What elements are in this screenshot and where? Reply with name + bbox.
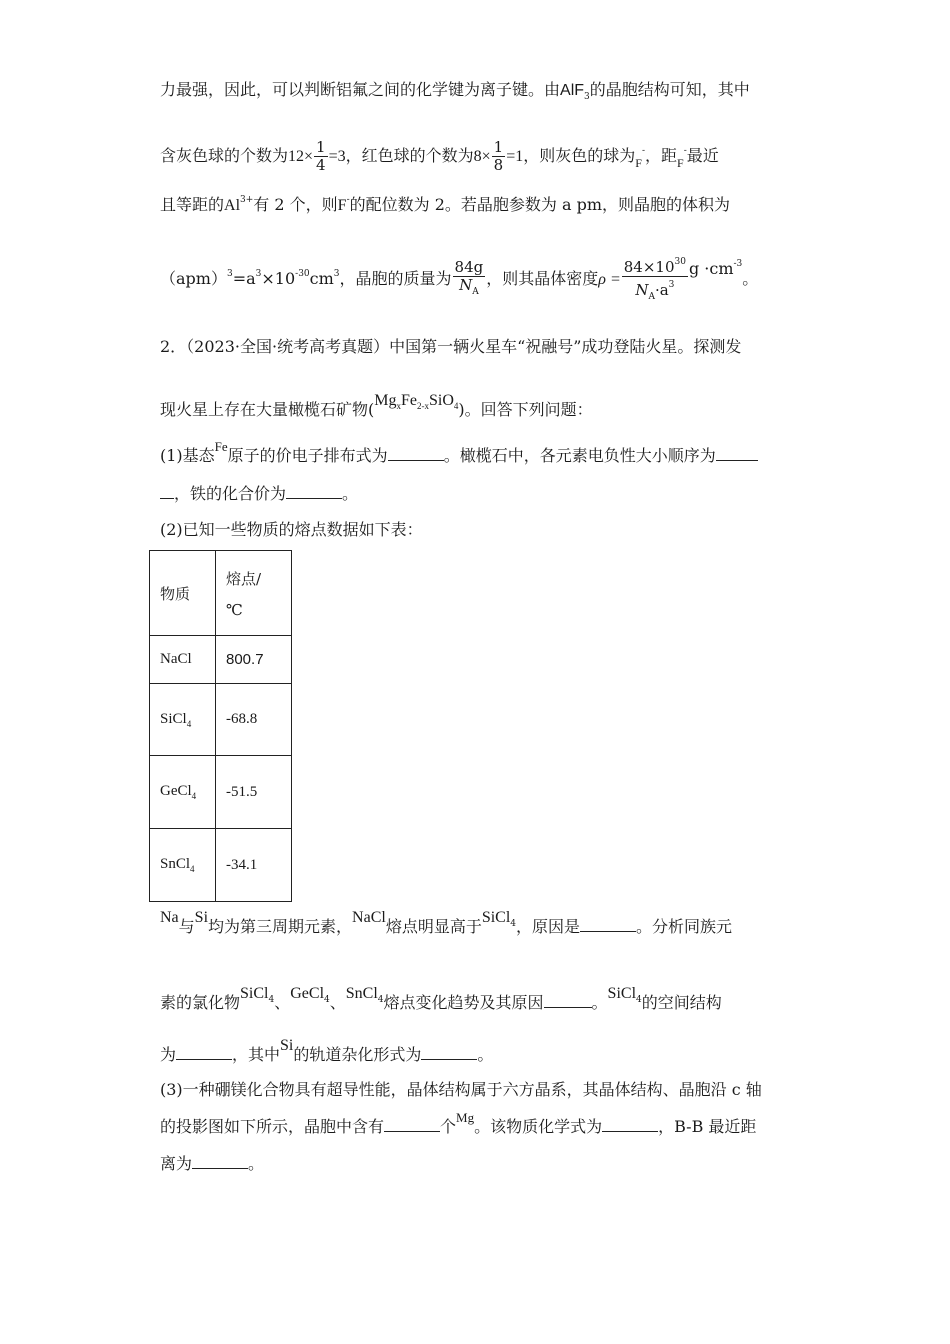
answer-blank[interactable] [388, 446, 444, 461]
text: （apm） [160, 269, 227, 288]
text: ，距 [645, 146, 678, 165]
superscript: 30 [674, 256, 686, 267]
question-2-line-2 [160, 392, 800, 431]
olivine-formula [374, 392, 458, 409]
subscript: 4 [268, 995, 275, 1005]
part-1-line-1 [160, 439, 800, 467]
formula-nacl: NaCl [352, 909, 386, 926]
part-2-line-3 [160, 1037, 800, 1071]
header-substance: 物质 [150, 551, 216, 636]
element-fe: Fe [214, 439, 228, 454]
superscript: -30 [295, 269, 310, 279]
unit: g ·cm [688, 259, 734, 278]
subscript: 4 [191, 791, 197, 801]
text: 含灰色球的个数为 [160, 146, 289, 165]
answer-blank[interactable] [192, 1154, 248, 1169]
substance-cell [150, 756, 216, 829]
text: ，红色球的个数为 [345, 146, 474, 165]
text: SiCl [160, 710, 187, 727]
text: 。该物质化学式为 [474, 1117, 603, 1136]
subscript: 3 [584, 92, 590, 102]
text: ·a [654, 280, 669, 299]
element-mg: Mg [456, 1110, 475, 1125]
answer-blank[interactable] [602, 1117, 658, 1132]
table-row [150, 829, 292, 902]
answer-blank[interactable] [176, 1045, 232, 1060]
part-3-line-3 [160, 1154, 800, 1174]
substance-cell [150, 636, 216, 684]
text: 的空间结构 [641, 993, 722, 1012]
part-3-line-1: (3)一种硼镁化合物具有超导性能，晶体结构属于六方晶系，其晶体结构、晶胞沿 c 轴 [160, 1080, 762, 1099]
text: 84×10 [623, 257, 675, 276]
text: ，晶胞的质量为 [339, 269, 452, 288]
math: 12× [288, 148, 314, 165]
math: =3 [328, 148, 346, 165]
subscript: 4 [186, 718, 192, 729]
part-2-line-1 [160, 909, 800, 949]
table-row [150, 756, 292, 829]
math: =1 [506, 148, 524, 165]
text: 。 [248, 1154, 265, 1173]
text: 有 2 个，则 [253, 195, 338, 214]
subscript: 4 [377, 995, 384, 1005]
text: cm [309, 269, 334, 288]
text: 的投影图如下所示，晶胞中含有 [160, 1117, 385, 1136]
subscript: 4 [636, 995, 642, 1005]
text: ×10 [261, 269, 296, 288]
formula-alf3: AlF [560, 82, 585, 99]
subscript: 4 [453, 401, 459, 411]
text: =a [232, 269, 256, 288]
superscript: 3 [668, 279, 675, 290]
text: 。 [477, 1045, 494, 1064]
text: 的配位数为 2。若晶胞参数为 a pm，则晶胞的体积为 [349, 195, 731, 214]
answer-blank[interactable] [286, 484, 342, 499]
part-1-line-2 [160, 484, 800, 504]
element-na: Na [160, 909, 179, 926]
denominator [453, 277, 486, 301]
text: 。 [342, 484, 359, 503]
ion-f: F [635, 156, 642, 170]
text: ，铁的化合价为 [174, 484, 287, 503]
text: ，B-B 最近距 [658, 1117, 757, 1136]
text: NaCl [160, 651, 192, 667]
answer-blank[interactable] [716, 446, 758, 461]
subscript: 2-x [416, 401, 429, 411]
superscript: 3 [333, 269, 340, 279]
formula-sicl4: SiCl [240, 985, 269, 1002]
text: ，则灰色的球为 [523, 146, 636, 165]
text: 离为 [160, 1154, 193, 1173]
subscript: 4 [510, 919, 517, 929]
intro-line-3: 且等距的$Al^{3+}$有 2 个，则F-的配位数为 2。若晶胞参数为 a pm，则晶胞的体积为 [160, 195, 731, 214]
text: 且等距的 [160, 195, 225, 214]
fraction-density [622, 254, 688, 306]
element-si: Si [194, 909, 209, 926]
text: (1)基态 [160, 446, 215, 465]
text: 与 [178, 917, 195, 936]
answer-blank[interactable] [160, 484, 174, 499]
na-symbol: N [635, 280, 649, 299]
text: 。 [742, 269, 759, 288]
question-2-header: 2．（2023·全国·统考高考真题）中国第一辆火星车“祝融号”成功登陆火星。探测发 [160, 337, 742, 356]
denominator: 8 [493, 156, 504, 174]
substance-cell [150, 829, 216, 902]
text: 熔点变化趋势及其原因 [383, 993, 544, 1012]
text: 原子的价电子排布式为 [227, 446, 388, 465]
rho-symbol: ρ = [598, 271, 621, 288]
text: 熔点明显高于 [385, 917, 482, 936]
intro-line-1 [160, 80, 800, 107]
header-melting-point [216, 551, 292, 636]
part-3-line-2 [160, 1110, 800, 1140]
text: 个 [440, 1117, 457, 1136]
denominator [622, 277, 688, 306]
melting-point-cell: -68.8 [216, 684, 292, 756]
math: 8× [473, 148, 491, 165]
superscript: 3 [226, 269, 233, 279]
text: Fe [400, 392, 417, 409]
answer-blank[interactable] [421, 1045, 477, 1060]
numerator: 84g [454, 257, 484, 276]
text: 素的氯化物 [160, 993, 241, 1012]
text: 力最强，因此，可以判断铝氟之间的化学键为离子键。由 [160, 80, 561, 99]
fraction [314, 139, 328, 174]
text: ℃ [226, 600, 243, 619]
numerator [622, 254, 688, 277]
text: 的晶胞结构可知，其中 [589, 80, 750, 99]
text: ，其中 [232, 1045, 281, 1064]
ion-f: F [337, 197, 347, 214]
answer-blank[interactable] [544, 993, 592, 1008]
text: 、 [329, 993, 346, 1012]
table-row [150, 684, 292, 756]
answer-blank[interactable] [384, 1117, 440, 1132]
formula-gecl4: GeCl [290, 985, 325, 1002]
superscript: 3 [255, 269, 262, 279]
melting-point-table [149, 550, 292, 902]
na-symbol: N [459, 275, 473, 294]
subscript: 4 [190, 864, 195, 874]
part-2-line-2 [160, 985, 800, 1025]
text: 均为第三周期元素， [208, 917, 353, 936]
formula-sicl4: SiCl [481, 909, 511, 926]
text: Mg [374, 392, 397, 409]
text: 最近 [686, 146, 719, 165]
numerator: 1 [316, 138, 326, 156]
text: 现火星上存在大量橄榄石矿物( [160, 400, 375, 419]
intro-line-4 [160, 252, 800, 306]
subscript: A [472, 286, 479, 297]
answer-blank[interactable] [580, 917, 636, 932]
text: 。橄榄石中，各元素电负性大小顺序为 [443, 446, 716, 465]
text: ，则其晶体密度 [486, 269, 599, 288]
text: 为 [160, 1045, 177, 1064]
element-si: Si [280, 1037, 294, 1054]
melting-point-cell: -51.5 [216, 756, 292, 829]
text: GeCl [160, 783, 192, 799]
table-header-row [150, 551, 292, 636]
table-row [150, 636, 292, 684]
text: SiO [428, 392, 454, 409]
denominator: 4 [316, 156, 326, 174]
superscript: -3 [733, 259, 743, 269]
part-2-intro: (2)已知一些物质的熔点数据如下表： [160, 520, 423, 539]
fraction [492, 139, 506, 174]
ion-al: Al [224, 197, 241, 214]
ion-f: F [677, 156, 684, 170]
melting-point-cell: -34.1 [216, 829, 292, 902]
formula-sicl4: SiCl [607, 985, 637, 1002]
intro-line-2: 含灰色球的个数为12× $\frac{1}{4}$ =3，红色球的个数为8× $\frac{1}{8}$ =1，则灰色的球为$_F$-，距$_F$-最近 [160, 138, 719, 174]
text: ，原因是 [516, 917, 581, 936]
formula-sncl4: SnCl [345, 985, 378, 1002]
text: 。分析同族元 [636, 917, 733, 936]
text: 的轨道杂化形式为 [293, 1045, 422, 1064]
text: )。回答下列问题： [458, 400, 593, 419]
text: 熔点/ [226, 569, 262, 588]
melting-point-cell: 800.7 [216, 636, 292, 684]
text: SnCl [160, 856, 191, 872]
subscript: 4 [324, 995, 330, 1005]
superscript: 3+ [240, 195, 254, 205]
substance-cell [150, 684, 216, 756]
numerator: 1 [493, 138, 504, 156]
subscript: x [396, 401, 401, 411]
fraction-mass [453, 259, 486, 301]
subscript: A [648, 291, 655, 302]
text: 、 [274, 993, 291, 1012]
text: 。 [591, 993, 608, 1012]
